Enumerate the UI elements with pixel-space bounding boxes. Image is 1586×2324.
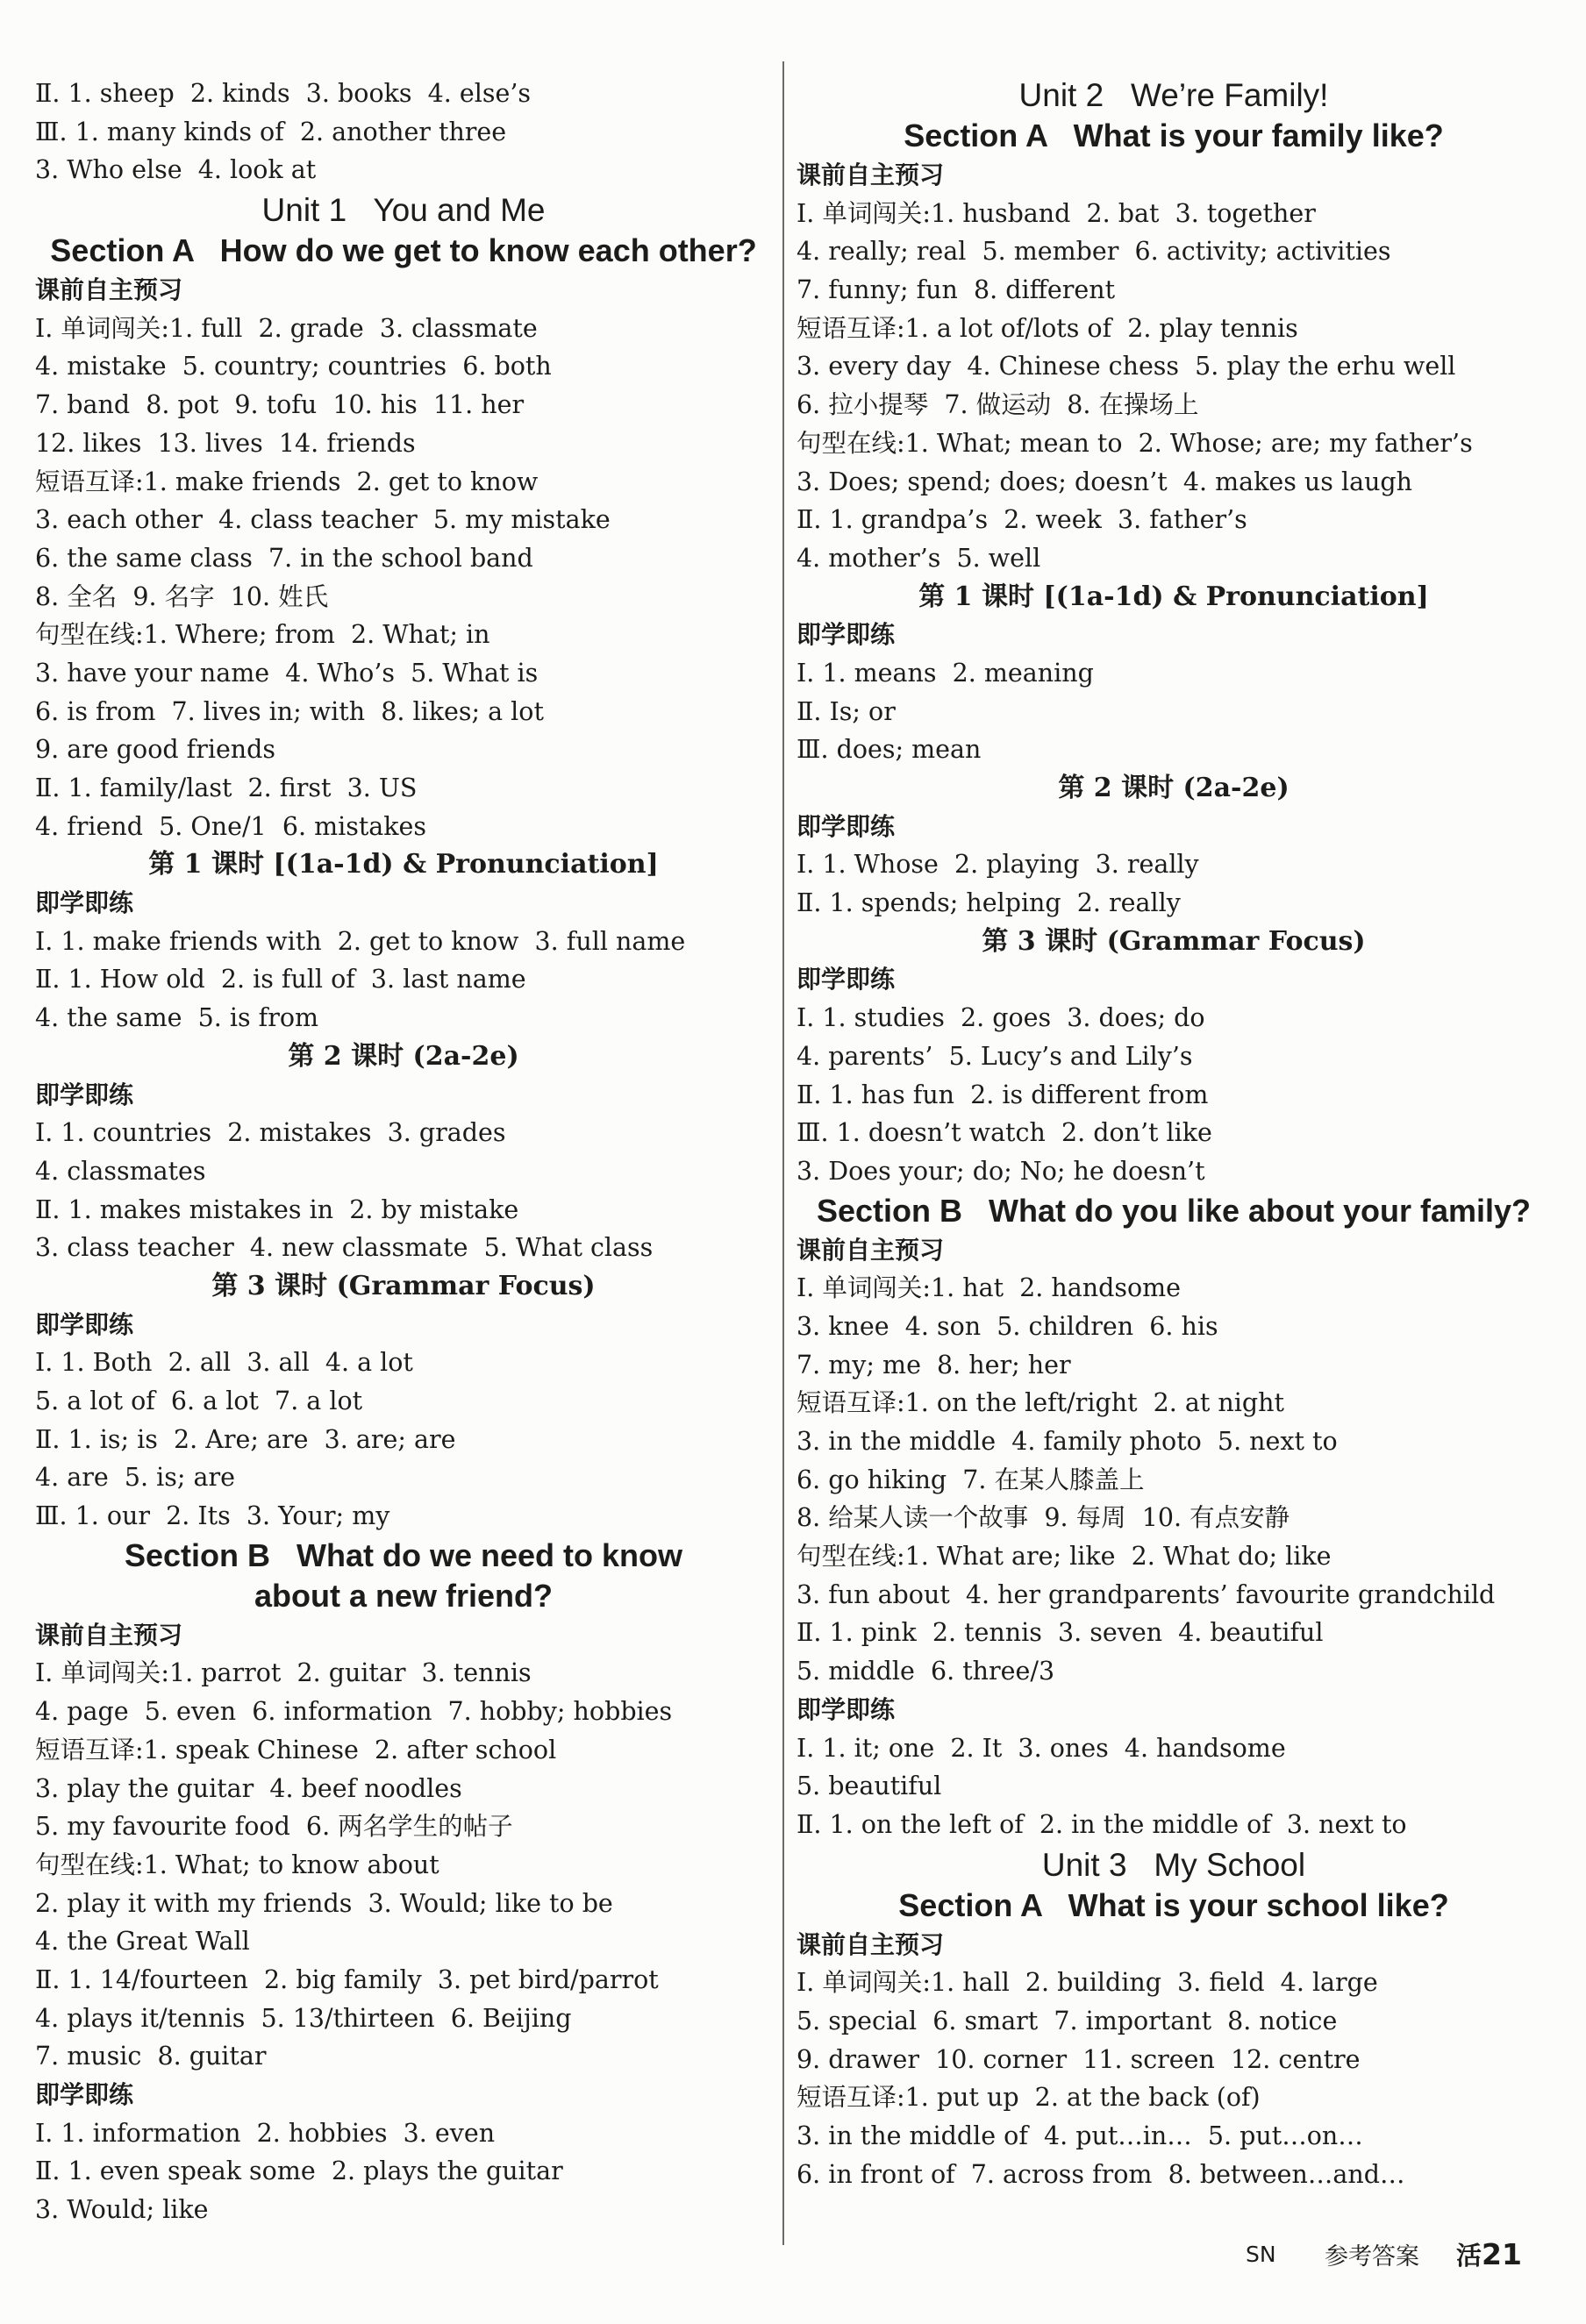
subsection-label: 即学即练 <box>35 1080 134 1109</box>
answer-line: 9. are good friends <box>35 735 276 765</box>
answer-line: 4. the Great Wall <box>35 1927 250 1957</box>
answer-line: Ⅰ. 1. make friends with 2. get to know 3. full name <box>35 926 686 956</box>
answer-line: 6. is from 7. lives in; with 8. likes; a lot <box>35 696 544 726</box>
subsection-label: 即学即练 <box>35 2080 134 2109</box>
answer-line: Ⅱ. 1. grandpa’s 2. week 3. father’s <box>797 505 1247 535</box>
answer-line: 6. the same class 7. in the school band <box>35 543 533 573</box>
subsection-label: 即学即练 <box>797 811 896 841</box>
answer-line: Ⅱ. 1. spends; helping 2. really <box>797 888 1181 918</box>
answer-line: 短语互译:1. put up 2. at the back (of) <box>797 2083 1261 2113</box>
answer-line: 8. 给某人读一个故事 9. 每周 10. 有点安静 <box>797 1503 1290 1533</box>
section-heading: about a new friend? <box>254 1577 553 1614</box>
section-heading: Section B What do you like about your family? <box>816 1192 1532 1229</box>
answer-line: 短语互译:1. make friends 2. get to know <box>35 467 539 496</box>
subsection-label: 课前自主预习 <box>797 160 945 189</box>
left-column <box>35 75 772 2229</box>
answers-label: 参考答案 <box>1325 2242 1419 2271</box>
lesson-heading: 第 2 课时 (2a-2e) <box>1058 773 1290 803</box>
answer-line: 短语互译:1. a lot of/lots of 2. play tennis <box>797 313 1298 343</box>
subsection-label: 课前自主预习 <box>35 1620 183 1650</box>
answer-line: 9. drawer 10. corner 11. screen 12. centre <box>797 2044 1361 2074</box>
answer-line: 5. my favourite food 6. 两名学生的帖子 <box>35 1812 513 1842</box>
answer-line: 5. middle 6. three/3 <box>797 1657 1055 1686</box>
answer-line: Ⅱ. 1. has fun 2. is different from <box>797 1080 1209 1109</box>
brand-mark: 活 <box>1456 2240 1482 2271</box>
series-code: SN <box>1246 2241 1276 2267</box>
answer-line: Ⅱ. 1. sheep 2. kinds 3. books 4. else’s <box>35 79 532 108</box>
subsection-label: 即学即练 <box>797 1694 896 1724</box>
answer-line: 句型在线:1. What; mean to 2. Whose; are; my father’s <box>797 428 1473 458</box>
answer-line: Ⅱ. Is; or <box>797 696 896 726</box>
answer-line: Ⅱ. 1. is; is 2. Are; are 3. are; are <box>35 1424 456 1454</box>
lesson-heading: 第 1 课时 [(1a-1d) & Pronunciation] <box>148 849 659 880</box>
answer-line: 7. my; me 8. her; her <box>797 1350 1071 1379</box>
unit-heading: Unit 1 You and Me <box>261 192 546 229</box>
answer-line: 4. friend 5. One/1 6. mistakes <box>35 811 427 841</box>
answer-line: 12. likes 13. lives 14. friends <box>35 428 416 458</box>
answer-line: 7. band 8. pot 9. tofu 10. his 11. her <box>35 390 525 420</box>
answer-line: 3. fun about 4. her grandparents’ favourite grandchild <box>797 1579 1496 1609</box>
answer-line: 4. mother’s 5. well <box>797 543 1041 573</box>
answer-line: Ⅱ. 1. How old 2. is full of 3. last name <box>35 965 526 994</box>
answer-line: Ⅰ. 1. it; one 2. It 3. ones 4. handsome <box>797 1733 1286 1763</box>
answer-line: 4. classmates <box>35 1156 206 1186</box>
answer-line: 4. plays it/tennis 5. 13/thirteen 6. Beijing <box>35 2003 572 2033</box>
answer-line: Ⅰ. 单词闯关:1. full 2. grade 3. classmate <box>35 313 538 343</box>
page-number: 21 <box>1482 2236 1522 2271</box>
answer-line: Ⅲ. 1. our 2. Its 3. Your; my <box>35 1501 390 1531</box>
lesson-heading: 第 2 课时 (2a-2e) <box>288 1040 519 1072</box>
answer-line: Ⅰ. 1. means 2. meaning <box>797 658 1094 688</box>
answer-line: Ⅰ. 单词闯关:1. hall 2. building 3. field 4. large <box>797 1968 1378 1998</box>
answer-line: 5. a lot of 6. a lot 7. a lot <box>35 1387 363 1415</box>
answer-line: 4. are 5. is; are <box>35 1463 235 1493</box>
answer-line: Ⅲ. does; mean <box>797 735 982 765</box>
answer-line: 6. in front of 7. across from 8. between…and… <box>797 2159 1405 2189</box>
answer-line: 3. in the middle 4. family photo 5. next to <box>797 1427 1338 1456</box>
lesson-heading: 第 3 课时 (Grammar Focus) <box>211 1270 596 1301</box>
answer-line: 3. Who else 4. look at <box>35 155 317 185</box>
lesson-heading: 第 3 课时 (Grammar Focus) <box>982 925 1366 957</box>
answer-line: Ⅰ. 1. Whose 2. playing 3. really <box>797 850 1199 880</box>
answer-line: 3. have your name 4. Who’s 5. What is <box>35 658 539 688</box>
answer-line: 3. knee 4. son 5. children 6. his <box>797 1311 1218 1341</box>
subsection-label: 课前自主预习 <box>797 1929 945 1959</box>
subsection-label: 课前自主预习 <box>797 1235 945 1265</box>
answer-line: 句型在线:1. What; to know about <box>35 1850 439 1879</box>
answer-line: 3. Would; like <box>35 2195 209 2225</box>
section-heading: Section A How do we get to know each other? <box>50 232 757 269</box>
answer-line: Ⅰ. 1. studies 2. goes 3. does; do <box>797 1003 1205 1033</box>
answer-line: 8. 全名 9. 名字 10. 姓氏 <box>35 581 329 611</box>
answer-line: 3. every day 4. Chinese chess 5. play the erhu well <box>797 352 1456 381</box>
page-footer <box>1246 2235 1544 2273</box>
answer-line: Ⅱ. 1. makes mistakes in 2. by mistake <box>35 1194 519 1224</box>
unit-heading: Unit 2 We’re Family! <box>1018 77 1329 113</box>
section-heading: Section A What is your school like? <box>898 1886 1449 1923</box>
answer-line: 4. the same 5. is from <box>35 1003 319 1033</box>
answer-line: Ⅲ. 1. many kinds of 2. another three <box>35 117 507 146</box>
answer-line: 句型在线:1. What are; like 2. What do; like <box>797 1542 1332 1572</box>
answer-line: 4. mistake 5. country; countries 6. both <box>35 352 552 381</box>
answer-line: 3. Does your; do; No; he doesn’t <box>797 1156 1205 1186</box>
answer-line: 7. funny; fun 8. different <box>797 275 1116 305</box>
subsection-label: 即学即练 <box>35 1309 134 1339</box>
answer-line: 句型在线:1. Where; from 2. What; in <box>35 620 490 650</box>
column-divider <box>782 61 784 2245</box>
answer-line: 3. Does; spend; does; doesn’t 4. makes us laugh <box>797 467 1413 496</box>
subsection-label: 即学即练 <box>797 620 896 650</box>
answer-line: 5. beautiful <box>797 1772 942 1801</box>
answer-line: 6. go hiking 7. 在某人膝盖上 <box>797 1465 1145 1494</box>
subsection-label: 即学即练 <box>35 888 134 918</box>
answer-line: Ⅱ. 1. on the left of 2. in the middle of 3. next to <box>797 1809 1407 1839</box>
answer-line: 短语互译:1. on the left/right 2. at night <box>797 1388 1284 1418</box>
answer-line: 7. music 8. guitar <box>35 2042 267 2071</box>
section-heading: Section B What do we need to know <box>124 1536 683 1573</box>
answer-line: Ⅰ. 1. countries 2. mistakes 3. grades <box>35 1118 506 1148</box>
answer-line: 2. play it with my friends 3. Would; like to be <box>35 1888 613 1918</box>
lesson-heading: 第 1 课时 [(1a-1d) & Pronunciation] <box>918 581 1429 612</box>
answer-line: 4. page 5. even 6. information 7. hobby; hobbies <box>35 1697 673 1727</box>
answer-line: 5. special 6. smart 7. important 8. notice <box>797 2006 1338 2035</box>
answer-line: 6. 拉小提琴 7. 做运动 8. 在操场上 <box>797 390 1199 420</box>
answer-line: 短语互译:1. speak Chinese 2. after school <box>35 1735 557 1764</box>
answer-line: 4. parents’ 5. Lucy’s and Lily’s <box>797 1041 1193 1071</box>
answer-line: Ⅰ. 单词闯关:1. husband 2. bat 3. together <box>797 198 1316 228</box>
answer-line: Ⅱ. 1. pink 2. tennis 3. seven 4. beautiful <box>797 1618 1324 1648</box>
answer-line: Ⅰ. 1. information 2. hobbies 3. even <box>35 2118 496 2148</box>
unit-heading: Unit 3 My School <box>1041 1846 1306 1883</box>
answer-line: Ⅰ. 单词闯关:1. hat 2. handsome <box>797 1273 1182 1303</box>
answer-line: 3. in the middle of 4. put…in… 5. put…on… <box>797 2121 1363 2150</box>
answer-line: 3. play the guitar 4. beef noodles <box>35 1773 462 1803</box>
answer-line: Ⅱ. 1. even speak some 2. plays the guitar <box>35 2156 563 2186</box>
answer-line: Ⅰ. 单词闯关:1. parrot 2. guitar 3. tennis <box>35 1658 532 1688</box>
answer-line: 3. each other 4. class teacher 5. my mistake <box>35 505 611 535</box>
answer-line: 3. class teacher 4. new classmate 5. What class <box>35 1233 654 1263</box>
right-column <box>797 75 1551 2193</box>
subsection-label: 即学即练 <box>797 965 896 994</box>
subsection-label: 课前自主预习 <box>35 275 183 305</box>
answer-line: 4. really; real 5. member 6. activity; activities <box>797 237 1391 267</box>
answer-line: Ⅰ. 1. Both 2. all 3. all 4. a lot <box>35 1348 413 1378</box>
section-heading: Section A What is your family like? <box>904 118 1444 153</box>
answer-line: Ⅲ. 1. doesn’t watch 2. don’t like <box>797 1118 1212 1148</box>
answer-line: Ⅱ. 1. family/last 2. first 3. US <box>35 773 418 802</box>
answer-line: Ⅱ. 1. 14/fourteen 2. big family 3. pet bird/parrot <box>35 1964 659 1994</box>
